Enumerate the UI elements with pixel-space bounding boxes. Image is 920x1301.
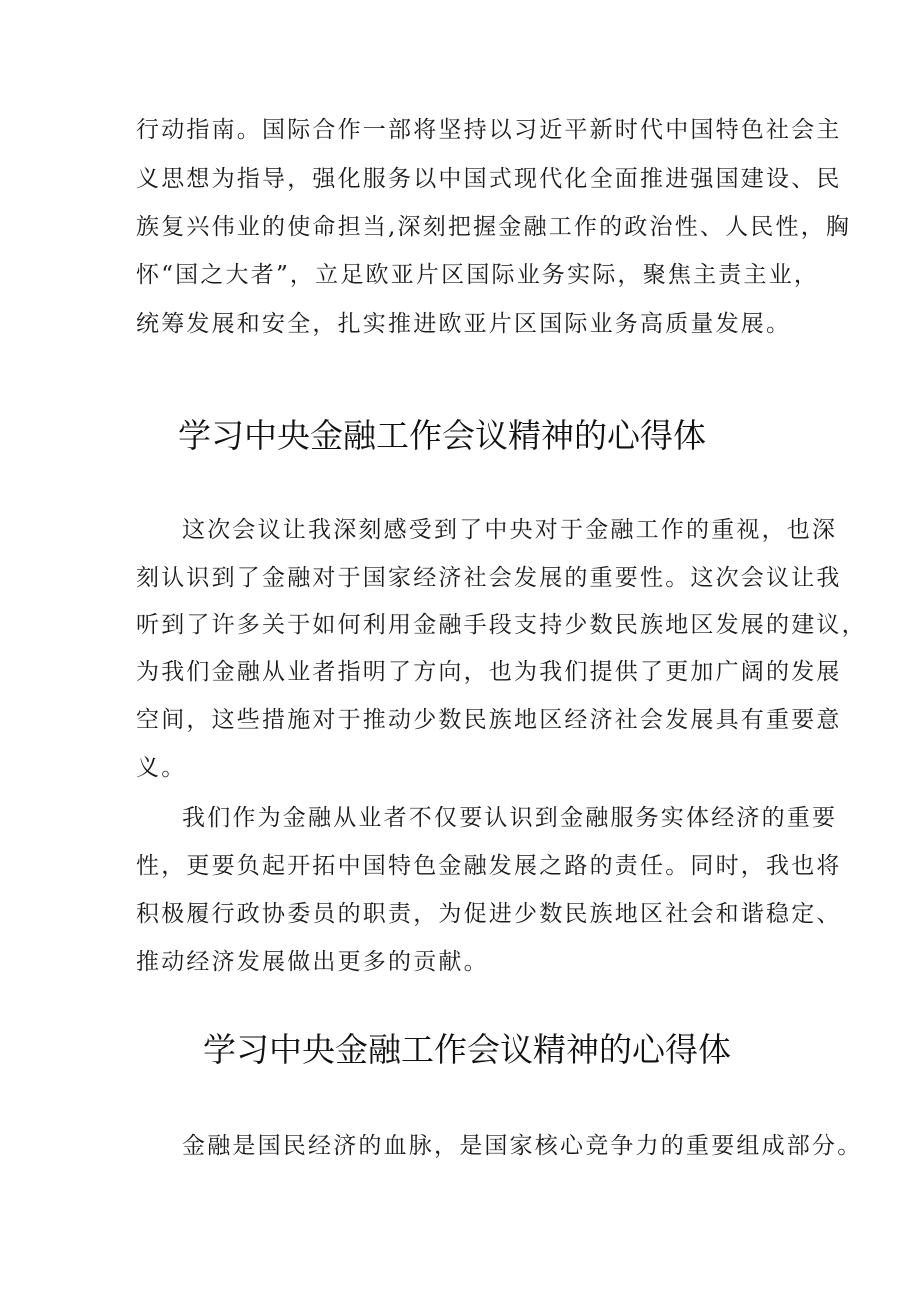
paragraph-line: 义。 <box>136 755 187 781</box>
section-heading: 学习中央金融工作会议精神的心得体 <box>178 416 706 455</box>
paragraph-line: 我们作为金融从业者不仅要认识到金融服务实体经济的重要 <box>182 805 838 831</box>
paragraph-line: 行动指南。国际合作一部将坚持以习近平新时代中国特色社会主 <box>136 117 842 143</box>
section-heading: 学习中央金融工作会议精神的心得体 <box>203 1030 731 1069</box>
paragraph-line: 族复兴伟业的使命担当,深刻把握金融工作的政治性、人民性，胸 <box>136 214 852 240</box>
paragraph-line: 统筹发展和安全，扎实推进欧亚片区国际业务高质量发展。 <box>136 311 792 337</box>
paragraph-line: 为我们金融从业者指明了方向，也为我们提供了更加广阔的发展 <box>136 659 842 685</box>
paragraph-line: 怀“国之大者”，立足欧亚片区国际业务实际，聚焦主责主业， <box>136 262 820 288</box>
paragraph-line: 义思想为指导，强化服务以中国式现代化全面推进强国建设、民 <box>136 166 842 192</box>
paragraph-line: 金融是国民经济的血脉，是国家核心竞争力的重要组成部分。 <box>182 1133 863 1159</box>
paragraph-line: 性，更要负起开拓中国特色金融发展之路的责任。同时，我也将 <box>136 853 842 879</box>
paragraph-line: 推动经济发展做出更多的贡献。 <box>136 949 489 975</box>
paragraph-line: 积极履行政协委员的职责，为促进少数民族地区社会和谐稳定、 <box>136 901 842 927</box>
paragraph-line: 空间，这些措施对于推动少数民族地区经济社会发展具有重要意 <box>136 707 842 733</box>
paragraph-line: 刻认识到了金融对于国家经济社会发展的重要性。这次会议让我 <box>136 565 842 591</box>
paragraph-line: 听到了许多关于如何利用金融手段支持少数民族地区发展的建议， <box>136 612 867 638</box>
paragraph-line: 这次会议让我深刻感受到了中央对于金融工作的重视，也深 <box>182 517 838 543</box>
